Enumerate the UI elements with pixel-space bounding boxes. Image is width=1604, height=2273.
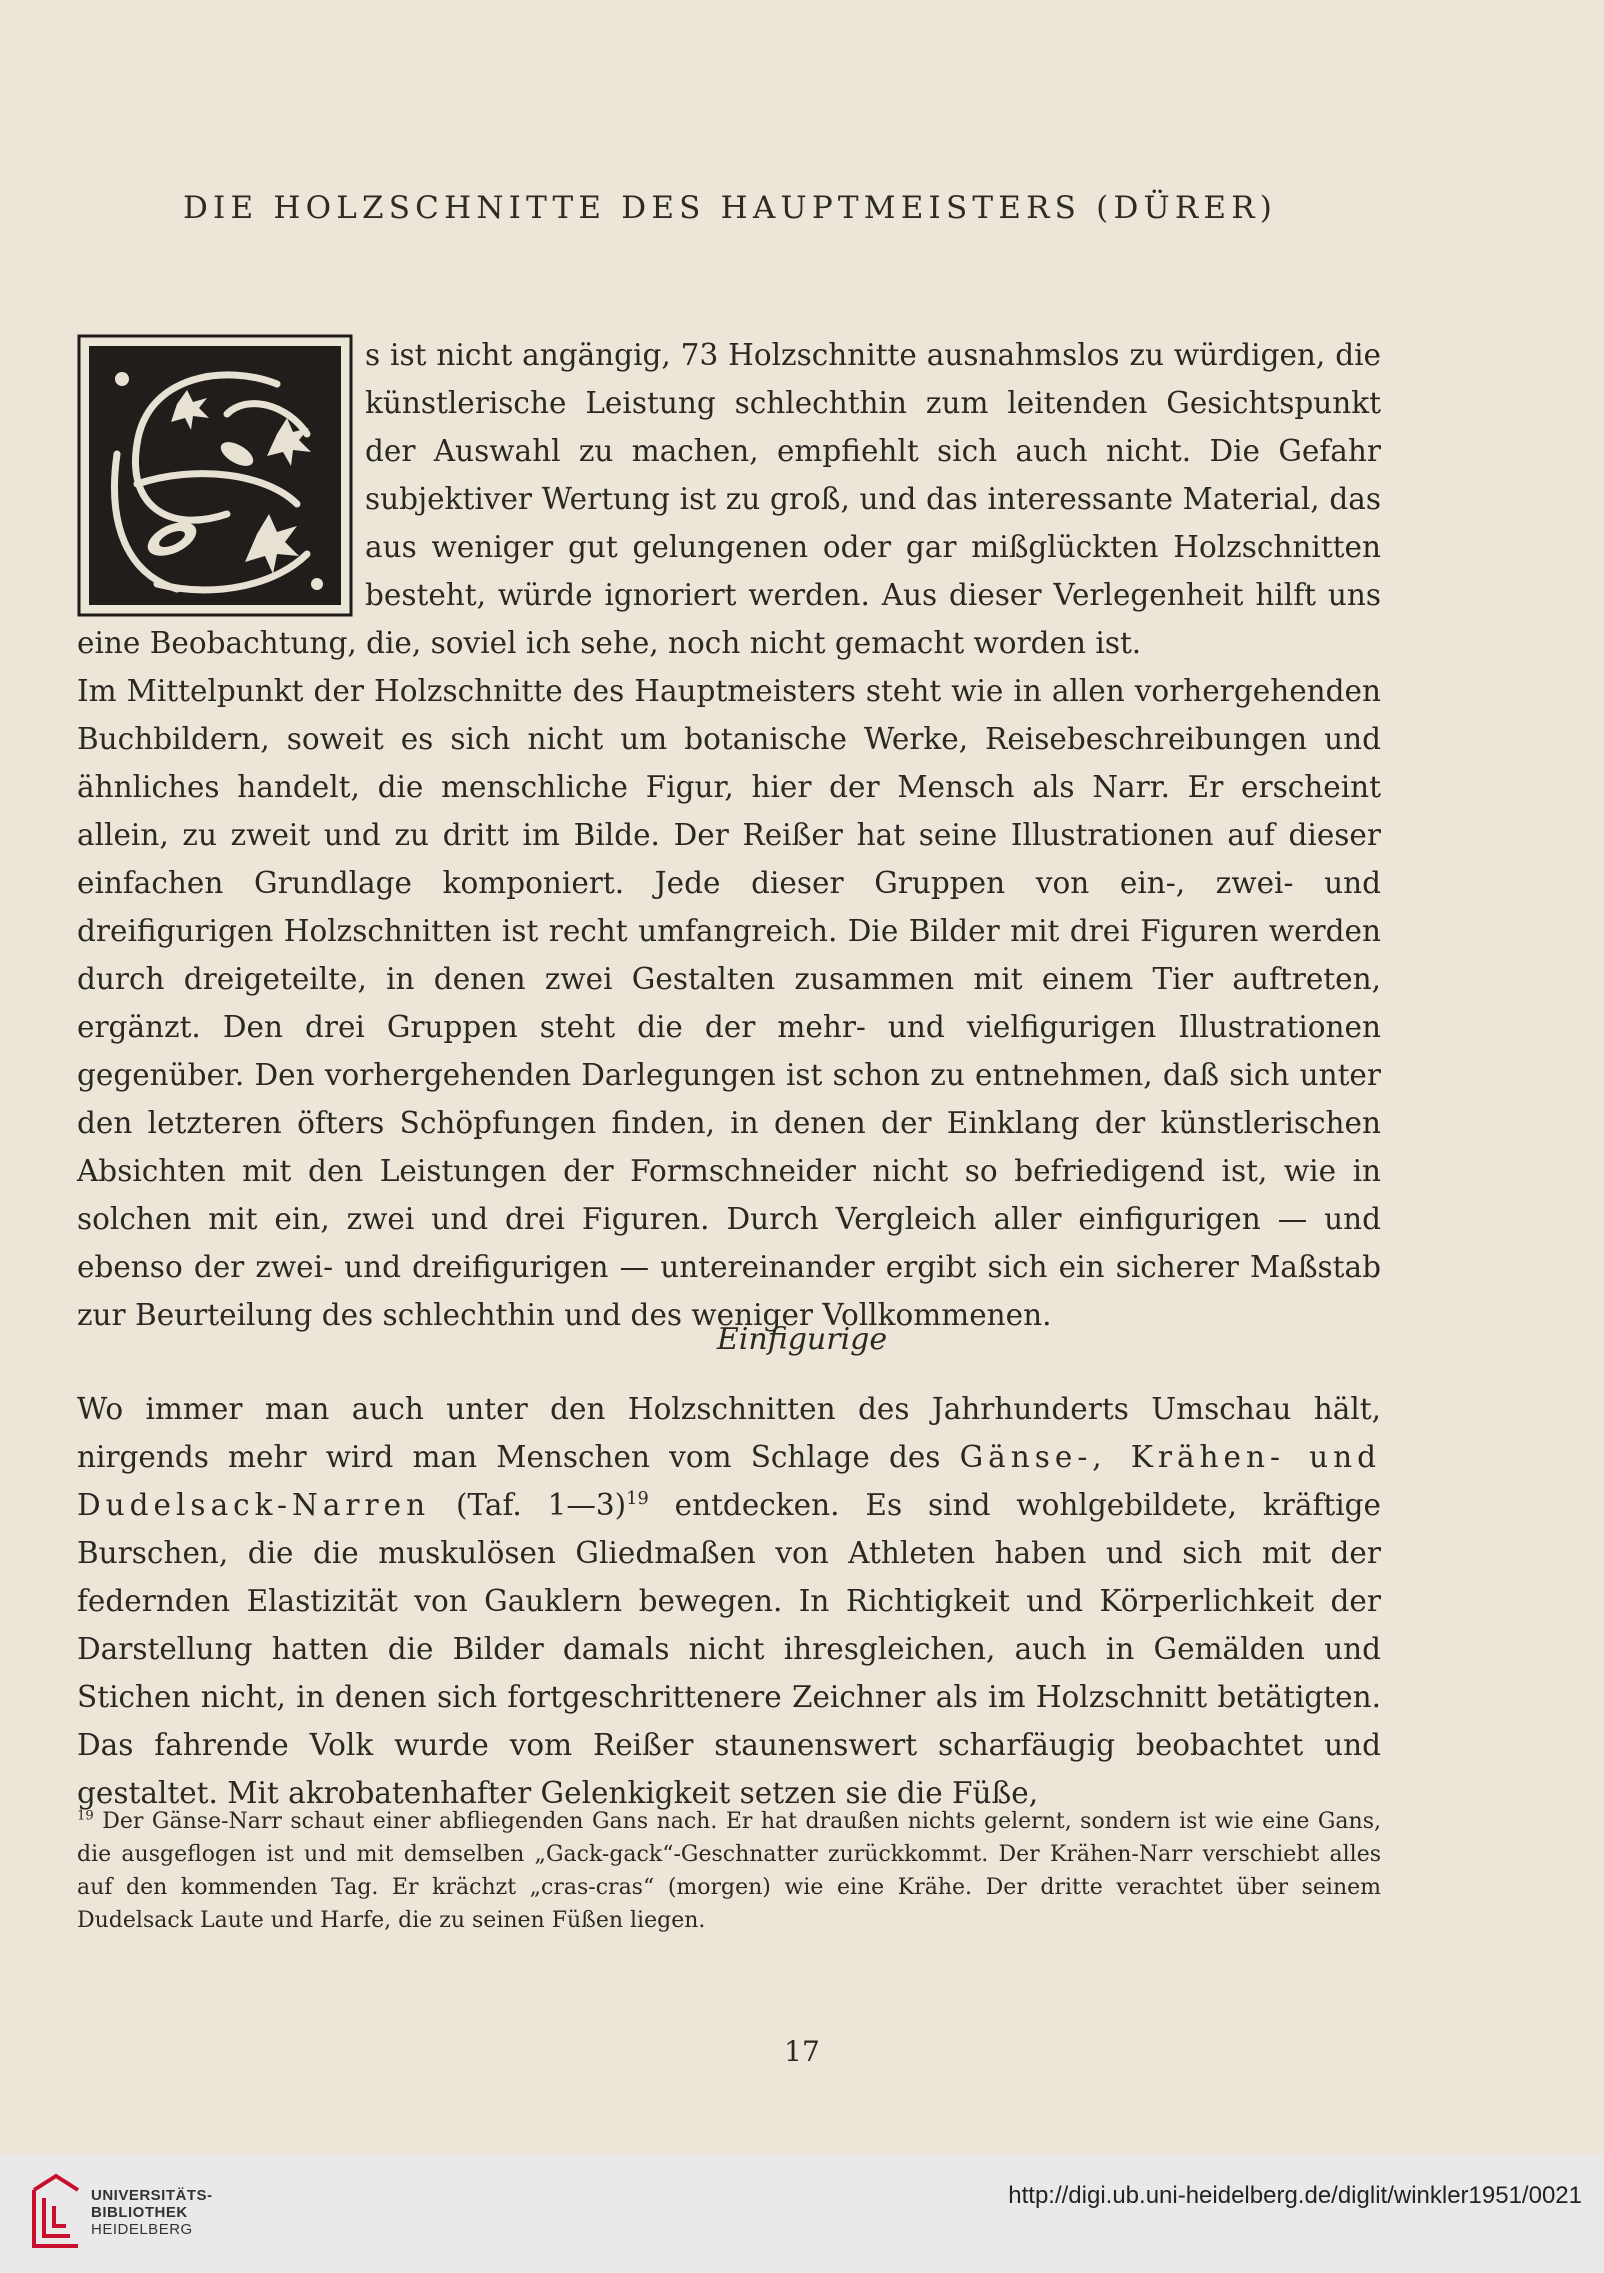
paragraph-main: Im Mittelpunkt der Holzschnitte des Hauptmeisters steht wie in allen vorhergehenden Buchbildern, soweit es sich nicht um botanische Werke, Reisebeschreibungen und ähnliches handelt, die menschliche Figur, hier der Mensch als Narr. Er erscheint allein, zu zweit und zu dritt im Bilde. Der Reißer hat seine Illustrationen auf dieser einfachen Grundlage komponiert. Jede dieser Gruppen von ein-, zwei- und dreifigurigen Holzschnitten ist recht umfangreich. Die Bilder mit drei Figuren werden durch dreigeteilte, in denen zwei Gestalten zusammen mit einem Tier auftreten, ergänzt. Den drei Gruppen steht die der mehr- und vielfigurigen Illustrationen gegenüber. Den vorhergehenden Darlegungen ist schon zu entnehmen, daß sich unter den letzteren öfters Schöpfungen finden, in denen der Einklang der künstlerischen Absichten mit den Leistungen der Formschneider nicht so befriedigend ist, wie in solchen mit ein, zwei und drei Figuren. Durch Vergleich aller einfigurigen — und ebenso der zwei- und dreifigurigen — untereinander ergibt sich ein sicherer Maßstab zur Beurteilung des schlechthin und des weniger Vollkommenen. [77,674,1381,1332]
section-paragraph [77,1385,1381,1817]
section-text-part2: (Taf. 1—3) [455,1488,627,1522]
library-name-line2: BIBLIOTHEK [91,2204,188,2221]
body-text [77,331,1381,1339]
footnote-text: Der Gänse-Narr schaut einer abfliegenden Gans nach. Er hat draußen nichts gelernt, sondern ist wie eine Gans, die ausgeflogen ist und mit demselben „Gack-gack“-Geschnatter zurückkommt. Der Krähen-Narr verschiebt alles auf den kommenden Tag. Er krächzt „cras-cras“ (morgen) wie eine Krähe. Der dritte verachtet über seinem Dudelsack Laute und Harfe, die zu seinen Füßen liegen. [77,1809,1382,1933]
footnote-number: 19 [77,1808,94,1824]
permalink-url[interactable]: http://digi.ub.uni-heidelberg.de/diglit/winkler1951/0021 [1008,2182,1582,2209]
section-text-part3: entdecken. Es sind wohlgebildete, kräftige Burschen, die die muskulösen Gliedmaßen von Athleten haben und sich mit der federnden Elastizität von Gauklern bewegen. In Richtigkeit und Körperlichkeit der Darstellung hatten die Bilder damals nicht ihresgleichen, auch in Gemälden und Stichen nicht, in denen sich fortgeschrittenere Zeichner als im Holzschnitt betätigten. Das fahrende Volk wurde vom Reißer staunenswert scharfäugig beobachtet und gestaltet. Mit akrobatenhafter Gelenkigkeit setzen sie die Füße, [77,1488,1381,1810]
library-name-line3: HEIDELBERG [91,2221,193,2238]
woodcut-initial-E-icon [77,334,353,617]
footnote [77,1805,1381,1937]
section-text-part1: Wo immer man auch unter den Holzschnitten des Jahrhunderts Umschau hält, nirgends mehr wird man Menschen vom Schlage des [77,1392,1381,1474]
library-name [91,2187,213,2238]
section-title: Einfigurige [716,1322,888,1357]
fool-names-spaced: Gänse-, Krähen- und Dudelsack-Narren [77,1440,1381,1522]
library-name-line1: UNIVERSITÄTS- [91,2187,213,2204]
footnote-reference[interactable]: 19 [626,1489,649,1510]
digitization-footer [0,2155,1604,2273]
page-number: 17 [784,2035,820,2068]
running-head: DIE HOLZSCHNITTE DES HAUPTMEISTERS (DÜRER) [182,190,1278,226]
ub-heidelberg-logo-icon[interactable] [30,2170,82,2252]
intro-paragraph: s ist nicht angängig, 73 Holzschnitte ausnahmslos zu würdigen, die künstlerische Leistung schlechthin zum leitenden Gesichtspunkt der Auswahl zu machen, empfiehlt sich auch nicht. Die Gefahr subjektiver Wertung ist zu groß, und das interessante Material, das aus weniger gut gelungenen oder gar mißglückten Holzschnitten besteht, würde ignoriert werden. Aus dieser Verlegenheit hilft uns eine Beobachtung, die, soviel ich sehe, noch nicht gemacht worden ist. [77,338,1381,660]
